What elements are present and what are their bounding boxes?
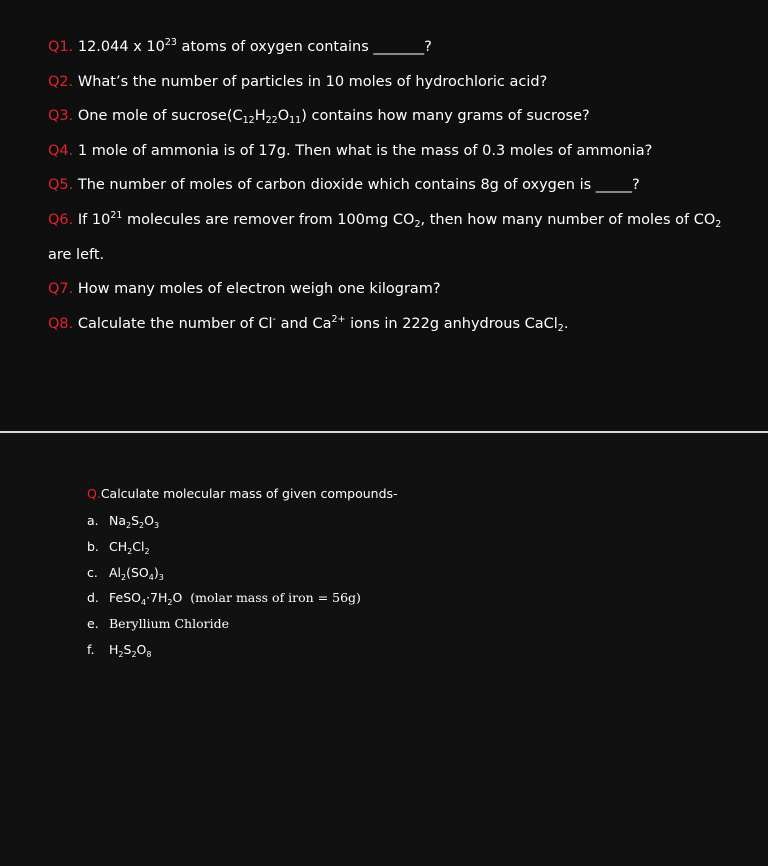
compound-item-f xyxy=(87,642,151,658)
question-text: How many moles of electron weigh one kilogram? xyxy=(77,281,441,297)
question-4 xyxy=(48,142,652,160)
question-text: and Ca xyxy=(275,316,332,332)
subscript: 12 xyxy=(242,115,255,126)
question-2 xyxy=(48,73,547,91)
subscript: 2 xyxy=(139,521,145,530)
question-number: Q3. xyxy=(48,108,74,124)
subscript: 4 xyxy=(148,573,154,582)
question-text: atoms of oxygen contains _______? xyxy=(176,39,432,55)
subscript: 2 xyxy=(715,219,722,230)
compounds-panel xyxy=(0,433,768,866)
subscript: 22 xyxy=(265,115,278,126)
item-label: e. xyxy=(87,616,99,631)
compounds-question xyxy=(87,486,398,502)
formula-note: (molar mass of iron = 56g) xyxy=(190,590,361,605)
question-text: One mole of sucrose(C xyxy=(77,108,243,124)
question-text: H xyxy=(254,108,266,124)
question-text: If 10 xyxy=(77,212,111,228)
question-text: Calculate molecular mass of given compounds- xyxy=(100,486,398,501)
item-label: f. xyxy=(87,642,95,657)
question-number: Q1. xyxy=(48,39,74,55)
subscript: 2 xyxy=(144,547,150,556)
subscript: 8 xyxy=(146,650,152,659)
compound-name: Beryllium Chloride xyxy=(109,616,230,631)
compound-item-b xyxy=(87,539,150,555)
question-number: Q4. xyxy=(48,143,74,159)
compound-item-c xyxy=(87,565,164,581)
question-text: O xyxy=(277,108,290,124)
question-7 xyxy=(48,280,441,298)
question-text: 12.044 x 10 xyxy=(77,39,165,55)
question-text: 1 mole of ammonia is of 17g. Then what is the mass of 0.3 moles of ammonia? xyxy=(77,143,653,159)
question-number: Q6. xyxy=(48,212,74,228)
item-label: d. xyxy=(87,590,99,605)
subscript: 2 xyxy=(121,573,127,582)
formula-part: S xyxy=(131,513,140,528)
formula-part: CH xyxy=(109,539,128,554)
compound-item-d xyxy=(87,590,361,606)
subscript: 2 xyxy=(414,219,421,230)
superscript: - xyxy=(272,314,276,325)
subscript: 2 xyxy=(126,521,132,530)
question-text: What’s the number of particles in 10 moles of hydrochloric acid? xyxy=(77,74,548,90)
superscript: 2+ xyxy=(331,314,346,325)
compound-item-e xyxy=(87,616,229,632)
question-text: ) contains how many grams of sucrose? xyxy=(301,108,590,124)
formula-part: ) xyxy=(153,565,159,580)
question-text: , then how many number of moles of CO xyxy=(420,212,716,228)
question-8 xyxy=(48,315,568,333)
subscript: 2 xyxy=(127,547,133,556)
question-1 xyxy=(48,38,432,56)
formula-part: O xyxy=(144,513,154,528)
question-number: Q2. xyxy=(48,74,74,90)
formula-part: H xyxy=(109,642,119,657)
question-text: molecules are remover from 100mg CO xyxy=(122,212,415,228)
subscript: 11 xyxy=(289,115,302,126)
question-5 xyxy=(48,176,640,194)
subscript: 3 xyxy=(153,521,160,530)
formula-part: Cl xyxy=(132,539,145,554)
question-number: Q8. xyxy=(48,316,74,332)
subscript: 3 xyxy=(158,573,164,582)
question-text: Calculate the number of Cl xyxy=(77,316,273,332)
superscript: 23 xyxy=(164,37,177,48)
question-number: Q5. xyxy=(48,177,74,193)
questions-panel xyxy=(0,0,768,431)
superscript: 21 xyxy=(110,210,123,221)
formula-part: O xyxy=(136,642,147,657)
question-text: are left. xyxy=(48,247,105,263)
compound-item-a xyxy=(87,513,159,529)
question-3 xyxy=(48,107,590,125)
question-number: Q. xyxy=(87,486,101,501)
question-text: ions in 222g anhydrous CaCl xyxy=(345,316,558,332)
formula-part: (SO xyxy=(126,565,149,580)
formula-part: O xyxy=(172,590,183,605)
formula-part: Al xyxy=(109,565,122,580)
question-number: Q7. xyxy=(48,281,74,297)
item-label: c. xyxy=(87,565,98,580)
item-label: a. xyxy=(87,513,99,528)
question-6-continued xyxy=(48,246,104,264)
subscript: 2 xyxy=(167,598,173,607)
subscript: 2 xyxy=(118,650,124,659)
question-text: . xyxy=(563,316,569,332)
question-6 xyxy=(48,211,721,229)
subscript: 2 xyxy=(557,323,564,334)
item-label: b. xyxy=(87,539,99,554)
formula-part: FeSO xyxy=(109,590,141,605)
formula-part: Na xyxy=(109,513,127,528)
formula-part: S xyxy=(123,642,132,657)
formula-part: ·7H xyxy=(146,590,168,605)
subscript: 4 xyxy=(140,598,147,607)
question-text: The number of moles of carbon dioxide which contains 8g of oxygen is _____? xyxy=(77,177,640,193)
subscript: 2 xyxy=(131,650,137,659)
